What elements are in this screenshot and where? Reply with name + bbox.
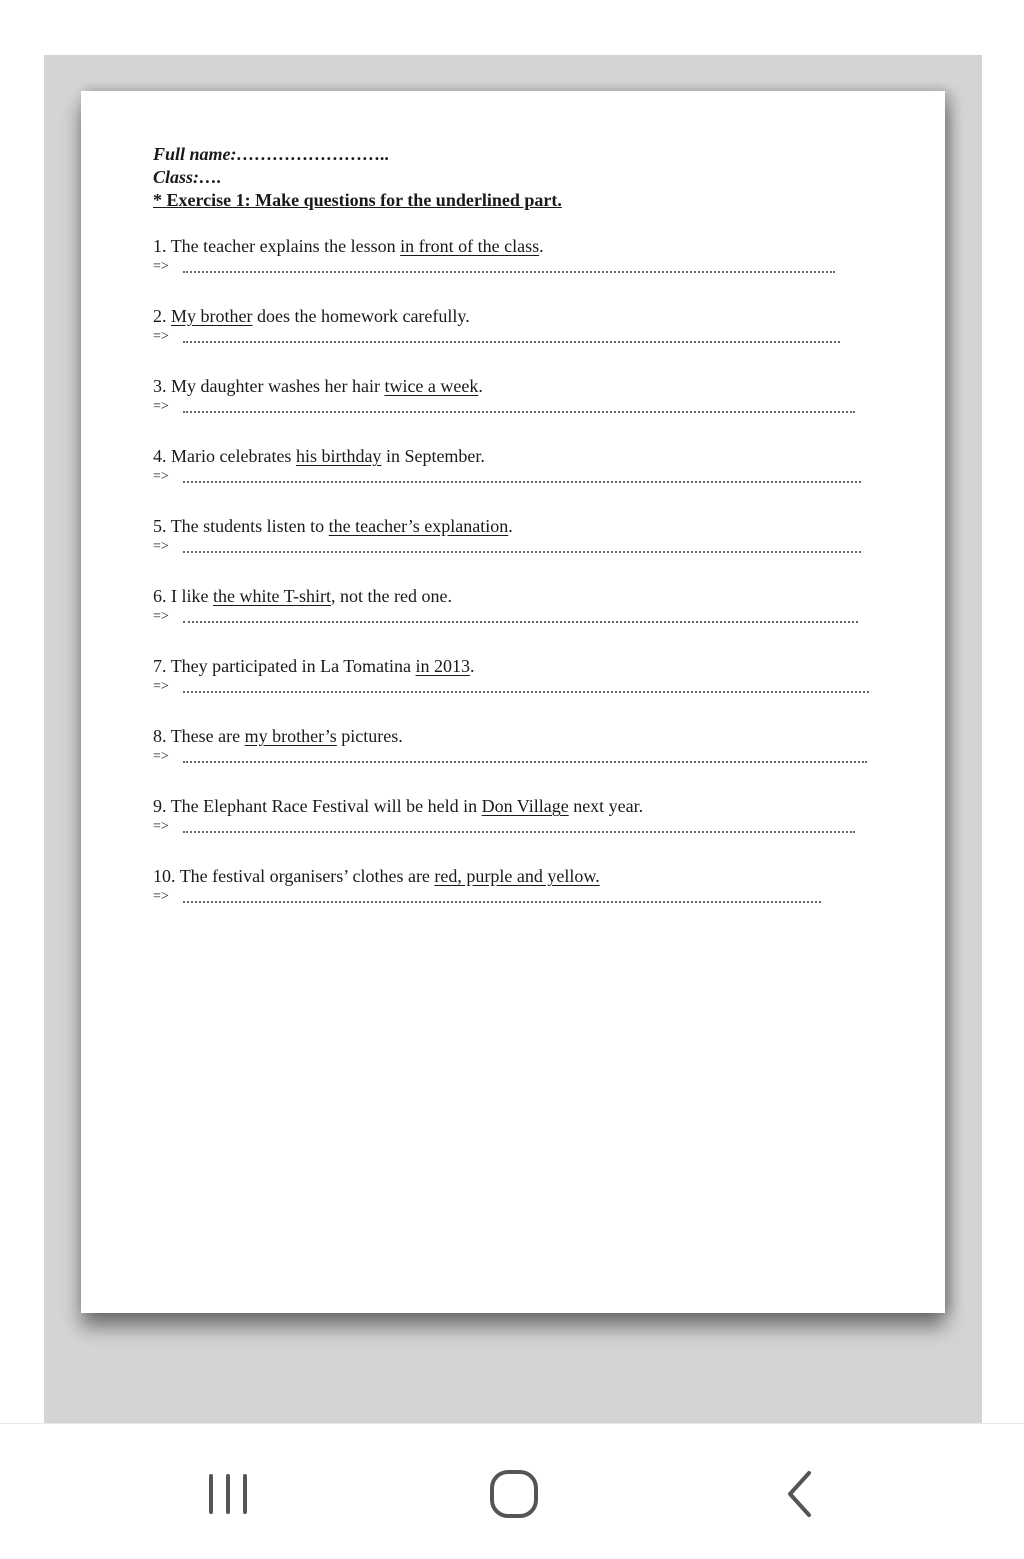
answer-arrow: => [153, 749, 169, 764]
dotted-line [183, 411, 855, 413]
answer-arrow: => [153, 399, 169, 414]
question-item [153, 374, 883, 426]
underlined-part: my brother’s [244, 726, 337, 746]
underlined-part: in 2013 [415, 656, 471, 676]
question-text: 5. The students listen to the teacher’s explanation. [153, 516, 513, 536]
question-text: 8. These are my brother’s pictures. [153, 726, 403, 746]
back-button[interactable] [760, 1454, 840, 1534]
dotted-line [183, 341, 840, 343]
answer-line [153, 818, 883, 846]
dotted-line [183, 761, 867, 763]
home-icon [489, 1469, 539, 1519]
question-text: 2. My brother does the homework carefully. [153, 306, 470, 326]
dotted-line [183, 901, 821, 903]
answer-arrow: => [153, 539, 169, 554]
answer-line [153, 888, 883, 916]
answer-arrow: => [153, 819, 169, 834]
question-item [153, 654, 883, 706]
answer-line [153, 748, 883, 776]
question-item [153, 794, 883, 846]
question-item [153, 514, 883, 566]
recents-button[interactable] [188, 1454, 268, 1534]
dotted-line [183, 691, 869, 693]
underlined-part: My brother [171, 306, 253, 326]
question-text: 1. The teacher explains the lesson in front of the class. [153, 236, 544, 256]
dotted-line [183, 481, 861, 483]
recents-icon [205, 1472, 251, 1516]
question-text: 7. They participated in La Tomatina in 2013. [153, 656, 475, 676]
answer-line [153, 538, 883, 566]
question-item [153, 304, 883, 356]
worksheet-content [153, 143, 883, 916]
dotted-line [183, 551, 861, 553]
answer-arrow: => [153, 609, 169, 624]
answer-arrow: => [153, 679, 169, 694]
answer-line [153, 678, 883, 706]
back-icon [783, 1469, 817, 1519]
dotted-line [183, 271, 835, 273]
system-navigation-bar [0, 1423, 1024, 1559]
question-text: 10. The festival organisers’ clothes are red, purple and yellow. [153, 866, 600, 886]
answer-arrow: => [153, 889, 169, 904]
underlined-part: his birthday [295, 446, 382, 466]
question-item [153, 234, 883, 286]
exercise-title: * Exercise 1: Make questions for the underlined part. [153, 190, 562, 210]
answer-arrow: => [153, 469, 169, 484]
question-text: 9. The Elephant Race Festival will be held in Don Village next year. [153, 796, 644, 816]
underlined-part: the teacher’s explanation [328, 516, 509, 536]
answer-line [153, 608, 883, 636]
question-text: 6. I like the white T-shirt, not the red one. [153, 586, 452, 606]
document-page [81, 91, 945, 1313]
dotted-line [183, 621, 858, 623]
question-item [153, 444, 883, 496]
underlined-part: twice a week [384, 376, 479, 396]
underlined-part: the white T-shirt [213, 586, 331, 606]
underlined-part: red, purple and yellow. [434, 866, 600, 886]
answer-line [153, 468, 883, 496]
answer-line [153, 328, 883, 356]
class-field: Class:…. [153, 167, 222, 187]
full-name-field: Full name:…………………….. [153, 144, 390, 164]
dotted-line [183, 831, 855, 833]
answer-arrow: => [153, 329, 169, 344]
answer-line [153, 258, 883, 286]
underlined-part: Don Village [481, 796, 569, 816]
question-text: 4. Mario celebrates his birthday in September. [153, 446, 485, 466]
answer-line [153, 398, 883, 426]
answer-arrow: => [153, 259, 169, 274]
question-text: 3. My daughter washes her hair twice a week. [153, 376, 483, 396]
question-item [153, 724, 883, 776]
question-item [153, 584, 883, 636]
home-button[interactable] [474, 1454, 554, 1534]
underlined-part: in front of the class [400, 236, 540, 256]
question-item [153, 864, 883, 916]
